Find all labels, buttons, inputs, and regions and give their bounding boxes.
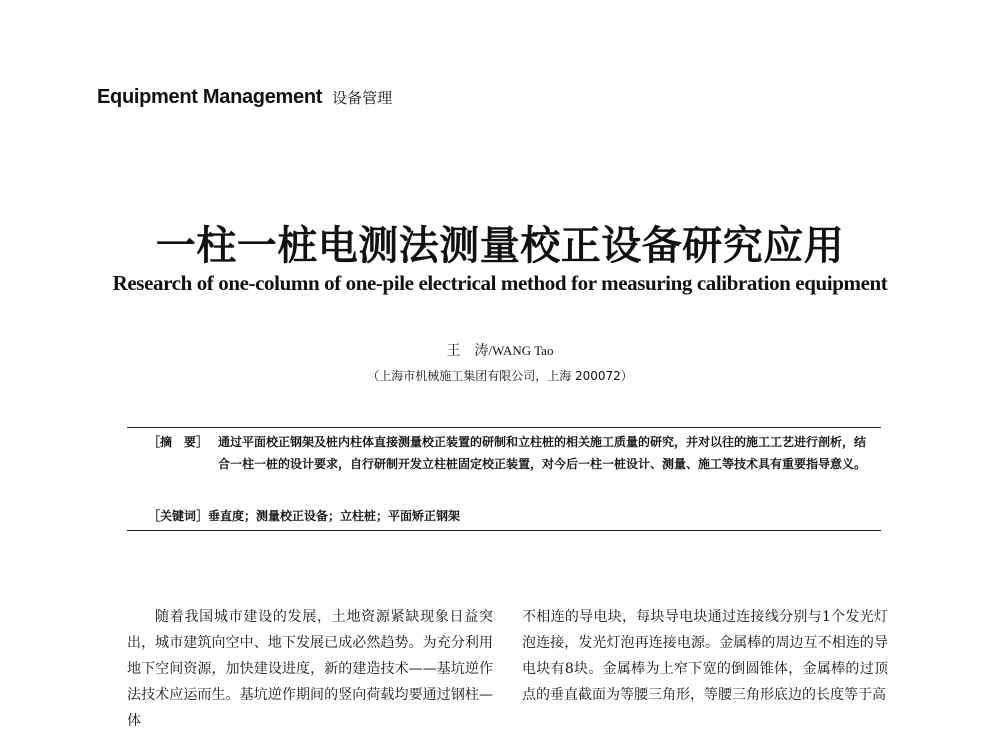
paper-title-chinese: 一柱一桩电测法测量校正设备研究应用 — [155, 222, 845, 269]
section-title-english: Equipment Management — [97, 86, 323, 108]
keywords-block — [148, 505, 460, 527]
abstract-text: 通过平面校正钢架及桩内柱体直接测量校正装置的研制和立柱桩的相关施工质量的研究，并对以往的施工工艺进行剖析，结合一柱一桩的设计要求，自行研制开发立柱桩固定校正装置，对今后一柱一桩设计、测量、施工等技术具有重要指导意义。 — [218, 435, 867, 471]
abstract-label: ［摘 要］ — [148, 435, 209, 449]
author-name-english: /WANG Tao — [488, 343, 554, 358]
abstract-bottom-rule — [127, 530, 881, 531]
abstract-top-rule — [127, 427, 881, 428]
section-header — [97, 86, 392, 109]
section-title-chinese: 设备管理 — [332, 89, 393, 107]
body-left-column: 随着我国城市建设的发展，土地资源紧缺现象日益突出，城市建筑向空中、地下发展已成必然趋势。为充分利用地下空间资源，加快建设进度，新的建造技术——基坑逆作法技术应运而生。基坑逆作期间的竖向荷载均要通过钢柱—体 — [127, 609, 493, 729]
body-right-column: 不相连的导电块，每块导电块通过连接线分别与1个发光灯泡连接，发光灯泡再连接电源。金属棒的周边互不相连的导电块有8块。金属棒为上窄下宽的倒圆锥体，金属棒的过顶点的垂直截面为等腰三角形，等腰三角形底边的长度等于高 — [522, 609, 888, 703]
author-line — [0, 340, 1000, 360]
author-affiliation: （上海市机械施工集团有限公司，上海 200072） — [367, 369, 633, 383]
paper-title-english: Research of one-column of one-pile electrical method for measuring calibration equipment — [112, 271, 888, 295]
keywords-text: 垂直度；测量校正设备；立柱桩；平面矫正钢架 — [208, 509, 461, 523]
abstract-block — [148, 431, 870, 475]
keywords-label: ［关键词］ — [148, 509, 209, 523]
author-name-chinese: 王 涛 — [446, 343, 489, 359]
